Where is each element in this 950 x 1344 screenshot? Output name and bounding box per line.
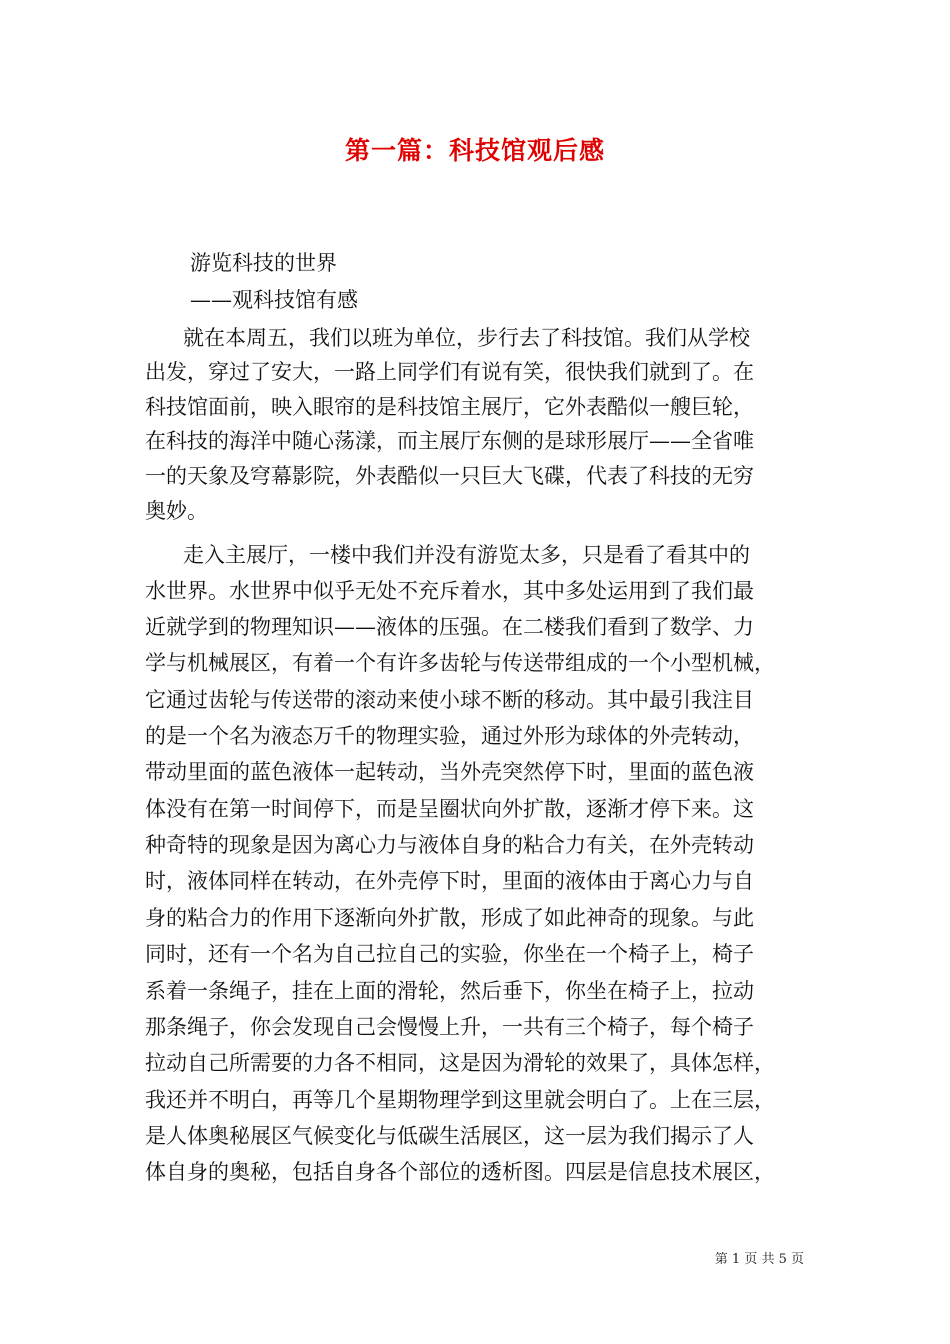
body-line: 的是一个名为液态万千的物理实验，通过外形为球体的外壳转动， <box>145 724 754 748</box>
subtitle-secondary: ——观科技馆有感 <box>190 288 358 312</box>
body-line: 同时，还有一个名为自己拉自己的实验，你坐在一个椅子上，椅子 <box>145 942 754 966</box>
body-line: 身的粘合力的作用下逐渐向外扩散，形成了如此神奇的现象。与此 <box>145 906 754 930</box>
body-line: 水世界。水世界中似乎无处不充斥着水，其中多处运用到了我们最 <box>145 579 754 603</box>
body-line: 我还并不明白，再等几个星期物理学到这里就会明白了。上在三层， <box>145 1088 775 1112</box>
body-line: 在科技的海洋中随心荡漾，而主展厅东侧的是球形展厅——全省唯 <box>145 429 754 453</box>
body-line: 就在本周五，我们以班为单位，步行去了科技馆。我们从学校 <box>183 326 750 350</box>
body-line: 学与机械展区，有着一个有许多齿轮与传送带组成的一个小型机械， <box>145 651 775 675</box>
body-line: 它通过齿轮与传送带的滚动来使小球不断的移动。其中最引我注目 <box>145 688 754 712</box>
body-line: 带动里面的蓝色液体一起转动，当外壳突然停下时，里面的蓝色液 <box>145 760 754 784</box>
subtitle-main: 游览科技的世界 <box>190 251 337 275</box>
body-line: 科技馆面前，映入眼帘的是科技馆主展厅，它外表酷似一艘巨轮， <box>145 395 754 419</box>
body-line: 那条绳子，你会发现自己会慢慢上升，一共有三个椅子，每个椅子 <box>145 1015 754 1039</box>
body-line: 奥妙。 <box>145 499 208 523</box>
body-line: 体自身的奥秘，包括自身各个部位的透析图。四层是信息技术展区， <box>145 1160 775 1184</box>
body-line: 近就学到的物理知识——液体的压强。在二楼我们看到了数学、力 <box>145 615 754 639</box>
body-line: 走入主展厅，一楼中我们并没有游览太多，只是看了看其中的 <box>183 543 750 567</box>
body-line: 种奇特的现象是因为离心力与液体自身的粘合力有关，在外壳转动 <box>145 833 754 857</box>
body-line: 系着一条绳子，挂在上面的滑轮，然后垂下，你坐在椅子上，拉动 <box>145 979 754 1003</box>
body-line: 是人体奥秘展区气候变化与低碳生活展区，这一层为我们揭示了人 <box>145 1124 754 1148</box>
body-line: 时，液体同样在转动，在外壳停下时，里面的液体由于离心力与自 <box>145 869 754 893</box>
body-line: 拉动自己所需要的力各不相同，这是因为滑轮的效果了，具体怎样， <box>145 1051 775 1075</box>
body-line: 一的天象及穹幕影院，外表酷似一只巨大飞碟，代表了科技的无穷 <box>145 464 754 488</box>
page-number: 第 1 页 共 5 页 <box>714 1252 804 1267</box>
document-title: 第一篇：科技馆观后感 <box>344 136 605 165</box>
body-line: 出发，穿过了安大，一路上同学们有说有笑，很快我们就到了。在 <box>145 360 754 384</box>
body-line: 体没有在第一时间停下，而是呈圈状向外扩散，逐渐才停下来。这 <box>145 797 754 821</box>
